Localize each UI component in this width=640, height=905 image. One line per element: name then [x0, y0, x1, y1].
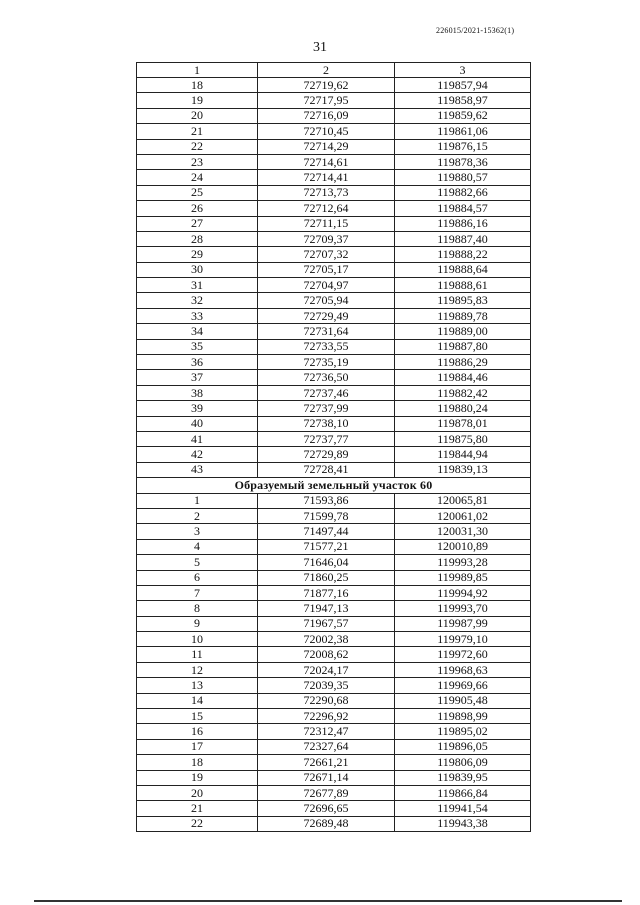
section-title-row [137, 478, 531, 493]
document-id: 226015/2021-15362(1) [436, 26, 515, 35]
point-number-cell: 32 [137, 293, 258, 308]
table-row [137, 524, 531, 539]
bottom-rule [34, 900, 622, 902]
y-coordinate-cell: 119898,99 [395, 709, 531, 724]
y-coordinate-cell: 119878,36 [395, 154, 531, 169]
x-coordinate-cell: 71599,78 [258, 508, 395, 523]
point-number-cell: 12 [137, 662, 258, 677]
table-row [137, 293, 531, 308]
point-number-cell: 30 [137, 262, 258, 277]
x-coordinate-cell: 71577,21 [258, 539, 395, 554]
point-number-cell: 21 [137, 124, 258, 139]
x-coordinate-cell: 72712,64 [258, 201, 395, 216]
x-coordinate-cell: 72714,29 [258, 139, 395, 154]
point-number-cell: 25 [137, 185, 258, 200]
point-number-cell: 33 [137, 308, 258, 323]
point-number-cell: 40 [137, 416, 258, 431]
point-number-cell: 31 [137, 278, 258, 293]
y-coordinate-cell: 119806,09 [395, 755, 531, 770]
point-number-cell: 27 [137, 216, 258, 231]
x-coordinate-cell: 71646,04 [258, 555, 395, 570]
table-row [137, 447, 531, 462]
y-coordinate-cell: 119886,16 [395, 216, 531, 231]
table-header [137, 63, 531, 78]
x-coordinate-cell: 72729,89 [258, 447, 395, 462]
y-coordinate-cell: 119993,28 [395, 555, 531, 570]
table-row [137, 308, 531, 323]
y-coordinate-cell: 120010,89 [395, 539, 531, 554]
point-number-cell: 8 [137, 601, 258, 616]
column-header-1: 1 [137, 63, 258, 78]
x-coordinate-cell: 72008,62 [258, 647, 395, 662]
point-number-cell: 29 [137, 247, 258, 262]
table-row [137, 662, 531, 677]
y-coordinate-cell: 120031,30 [395, 524, 531, 539]
x-coordinate-cell: 71877,16 [258, 585, 395, 600]
x-coordinate-cell: 72714,41 [258, 170, 395, 185]
y-coordinate-cell: 119882,42 [395, 385, 531, 400]
x-coordinate-cell: 72737,46 [258, 385, 395, 400]
x-coordinate-cell: 72735,19 [258, 355, 395, 370]
table-row [137, 709, 531, 724]
table-row [137, 124, 531, 139]
point-number-cell: 42 [137, 447, 258, 462]
table-row [137, 231, 531, 246]
x-coordinate-cell: 72039,35 [258, 678, 395, 693]
x-coordinate-cell: 72002,38 [258, 632, 395, 647]
y-coordinate-cell: 119979,10 [395, 632, 531, 647]
y-coordinate-cell: 119839,13 [395, 462, 531, 477]
x-coordinate-cell: 72719,62 [258, 78, 395, 93]
table-row [137, 416, 531, 431]
y-coordinate-cell: 120065,81 [395, 493, 531, 508]
point-number-cell: 19 [137, 770, 258, 785]
x-coordinate-cell: 72290,68 [258, 693, 395, 708]
x-coordinate-cell: 72737,77 [258, 431, 395, 446]
x-coordinate-cell: 72704,97 [258, 278, 395, 293]
y-coordinate-cell: 119994,92 [395, 585, 531, 600]
y-coordinate-cell: 119844,94 [395, 447, 531, 462]
point-number-cell: 3 [137, 524, 258, 539]
y-coordinate-cell: 119968,63 [395, 662, 531, 677]
point-number-cell: 20 [137, 108, 258, 123]
x-coordinate-cell: 72716,09 [258, 108, 395, 123]
table-row [137, 278, 531, 293]
x-coordinate-cell: 72717,95 [258, 93, 395, 108]
x-coordinate-cell: 72671,14 [258, 770, 395, 785]
y-coordinate-cell: 119882,66 [395, 185, 531, 200]
y-coordinate-cell: 119884,57 [395, 201, 531, 216]
x-coordinate-cell: 71593,86 [258, 493, 395, 508]
table-row [137, 493, 531, 508]
point-number-cell: 9 [137, 616, 258, 631]
x-coordinate-cell: 72710,45 [258, 124, 395, 139]
x-coordinate-cell: 71967,57 [258, 616, 395, 631]
x-coordinate-cell: 72736,50 [258, 370, 395, 385]
table-row [137, 678, 531, 693]
y-coordinate-cell: 119972,60 [395, 647, 531, 662]
x-coordinate-cell: 72738,10 [258, 416, 395, 431]
x-coordinate-cell: 72696,65 [258, 801, 395, 816]
table-row [137, 616, 531, 631]
table-row [137, 816, 531, 831]
y-coordinate-cell: 119888,61 [395, 278, 531, 293]
x-coordinate-cell: 72296,92 [258, 709, 395, 724]
point-number-cell: 7 [137, 585, 258, 600]
table-row [137, 462, 531, 477]
y-coordinate-cell: 119887,80 [395, 339, 531, 354]
table-row [137, 78, 531, 93]
x-coordinate-cell: 72312,47 [258, 724, 395, 739]
table-row [137, 247, 531, 262]
point-number-cell: 22 [137, 139, 258, 154]
table-row [137, 185, 531, 200]
table-row [137, 93, 531, 108]
x-coordinate-cell: 71860,25 [258, 570, 395, 585]
y-coordinate-cell: 119887,40 [395, 231, 531, 246]
table-row [137, 339, 531, 354]
y-coordinate-cell: 119878,01 [395, 416, 531, 431]
point-number-cell: 6 [137, 570, 258, 585]
y-coordinate-cell: 119987,99 [395, 616, 531, 631]
point-number-cell: 16 [137, 724, 258, 739]
point-number-cell: 43 [137, 462, 258, 477]
table-row [137, 401, 531, 416]
y-coordinate-cell: 119884,46 [395, 370, 531, 385]
y-coordinate-cell: 119993,70 [395, 601, 531, 616]
page-number: 31 [313, 40, 327, 55]
x-coordinate-cell: 72733,55 [258, 339, 395, 354]
y-coordinate-cell: 119895,83 [395, 293, 531, 308]
x-coordinate-cell: 72713,73 [258, 185, 395, 200]
point-number-cell: 34 [137, 324, 258, 339]
table-row [137, 739, 531, 754]
column-header-2: 2 [258, 63, 395, 78]
table-row [137, 601, 531, 616]
y-coordinate-cell: 119875,80 [395, 431, 531, 446]
table-row [137, 324, 531, 339]
point-number-cell: 28 [137, 231, 258, 246]
x-coordinate-cell: 72714,61 [258, 154, 395, 169]
point-number-cell: 11 [137, 647, 258, 662]
table-row [137, 154, 531, 169]
y-coordinate-cell: 119857,94 [395, 78, 531, 93]
y-coordinate-cell: 120061,02 [395, 508, 531, 523]
table-row [137, 216, 531, 231]
y-coordinate-cell: 119888,22 [395, 247, 531, 262]
y-coordinate-cell: 119880,57 [395, 170, 531, 185]
table-row [137, 770, 531, 785]
y-coordinate-cell: 119880,24 [395, 401, 531, 416]
table-row [137, 262, 531, 277]
y-coordinate-cell: 119866,84 [395, 785, 531, 800]
x-coordinate-cell: 72024,17 [258, 662, 395, 677]
table-row [137, 724, 531, 739]
table-row [137, 632, 531, 647]
point-number-cell: 18 [137, 78, 258, 93]
point-number-cell: 26 [137, 201, 258, 216]
point-number-cell: 10 [137, 632, 258, 647]
table-row [137, 201, 531, 216]
point-number-cell: 38 [137, 385, 258, 400]
x-coordinate-cell: 72707,32 [258, 247, 395, 262]
x-coordinate-cell: 72731,64 [258, 324, 395, 339]
table-row [137, 431, 531, 446]
x-coordinate-cell: 72729,49 [258, 308, 395, 323]
y-coordinate-cell: 119895,02 [395, 724, 531, 739]
y-coordinate-cell: 119969,66 [395, 678, 531, 693]
table-body [137, 78, 531, 832]
y-coordinate-cell: 119886,29 [395, 355, 531, 370]
x-coordinate-cell: 72677,89 [258, 785, 395, 800]
point-number-cell: 21 [137, 801, 258, 816]
point-number-cell: 41 [137, 431, 258, 446]
y-coordinate-cell: 119889,00 [395, 324, 531, 339]
table-row [137, 539, 531, 554]
table-row [137, 585, 531, 600]
point-number-cell: 13 [137, 678, 258, 693]
x-coordinate-cell: 72705,94 [258, 293, 395, 308]
table-row [137, 801, 531, 816]
table-row [137, 370, 531, 385]
y-coordinate-cell: 119905,48 [395, 693, 531, 708]
x-coordinate-cell: 72705,17 [258, 262, 395, 277]
y-coordinate-cell: 119876,15 [395, 139, 531, 154]
y-coordinate-cell: 119941,54 [395, 801, 531, 816]
point-number-cell: 39 [137, 401, 258, 416]
x-coordinate-cell: 72709,37 [258, 231, 395, 246]
table-row [137, 693, 531, 708]
y-coordinate-cell: 119858,97 [395, 93, 531, 108]
point-number-cell: 35 [137, 339, 258, 354]
y-coordinate-cell: 119896,05 [395, 739, 531, 754]
x-coordinate-cell: 72689,48 [258, 816, 395, 831]
point-number-cell: 24 [137, 170, 258, 185]
table-row [137, 555, 531, 570]
table-row [137, 355, 531, 370]
x-coordinate-cell: 72728,41 [258, 462, 395, 477]
y-coordinate-cell: 119859,62 [395, 108, 531, 123]
x-coordinate-cell: 71497,44 [258, 524, 395, 539]
header-row [137, 63, 531, 78]
point-number-cell: 36 [137, 355, 258, 370]
y-coordinate-cell: 119861,06 [395, 124, 531, 139]
table-row [137, 755, 531, 770]
point-number-cell: 15 [137, 709, 258, 724]
x-coordinate-cell: 72711,15 [258, 216, 395, 231]
table-row [137, 385, 531, 400]
y-coordinate-cell: 119889,78 [395, 308, 531, 323]
point-number-cell: 14 [137, 693, 258, 708]
table-row [137, 570, 531, 585]
point-number-cell: 37 [137, 370, 258, 385]
point-number-cell: 23 [137, 154, 258, 169]
y-coordinate-cell: 119989,85 [395, 570, 531, 585]
x-coordinate-cell: 72737,99 [258, 401, 395, 416]
point-number-cell: 19 [137, 93, 258, 108]
point-number-cell: 2 [137, 508, 258, 523]
coordinates-table [136, 62, 531, 832]
point-number-cell: 4 [137, 539, 258, 554]
point-number-cell: 1 [137, 493, 258, 508]
point-number-cell: 18 [137, 755, 258, 770]
table-row [137, 108, 531, 123]
table-row [137, 785, 531, 800]
y-coordinate-cell: 119839,95 [395, 770, 531, 785]
table-row [137, 647, 531, 662]
table-row [137, 170, 531, 185]
column-header-3: 3 [395, 63, 531, 78]
x-coordinate-cell: 72327,64 [258, 739, 395, 754]
point-number-cell: 17 [137, 739, 258, 754]
table-row [137, 508, 531, 523]
y-coordinate-cell: 119943,38 [395, 816, 531, 831]
land-plot-title: Образуемый земельный участок 60 [137, 478, 531, 493]
point-number-cell: 20 [137, 785, 258, 800]
point-number-cell: 22 [137, 816, 258, 831]
table-row [137, 139, 531, 154]
point-number-cell: 5 [137, 555, 258, 570]
y-coordinate-cell: 119888,64 [395, 262, 531, 277]
x-coordinate-cell: 71947,13 [258, 601, 395, 616]
x-coordinate-cell: 72661,21 [258, 755, 395, 770]
